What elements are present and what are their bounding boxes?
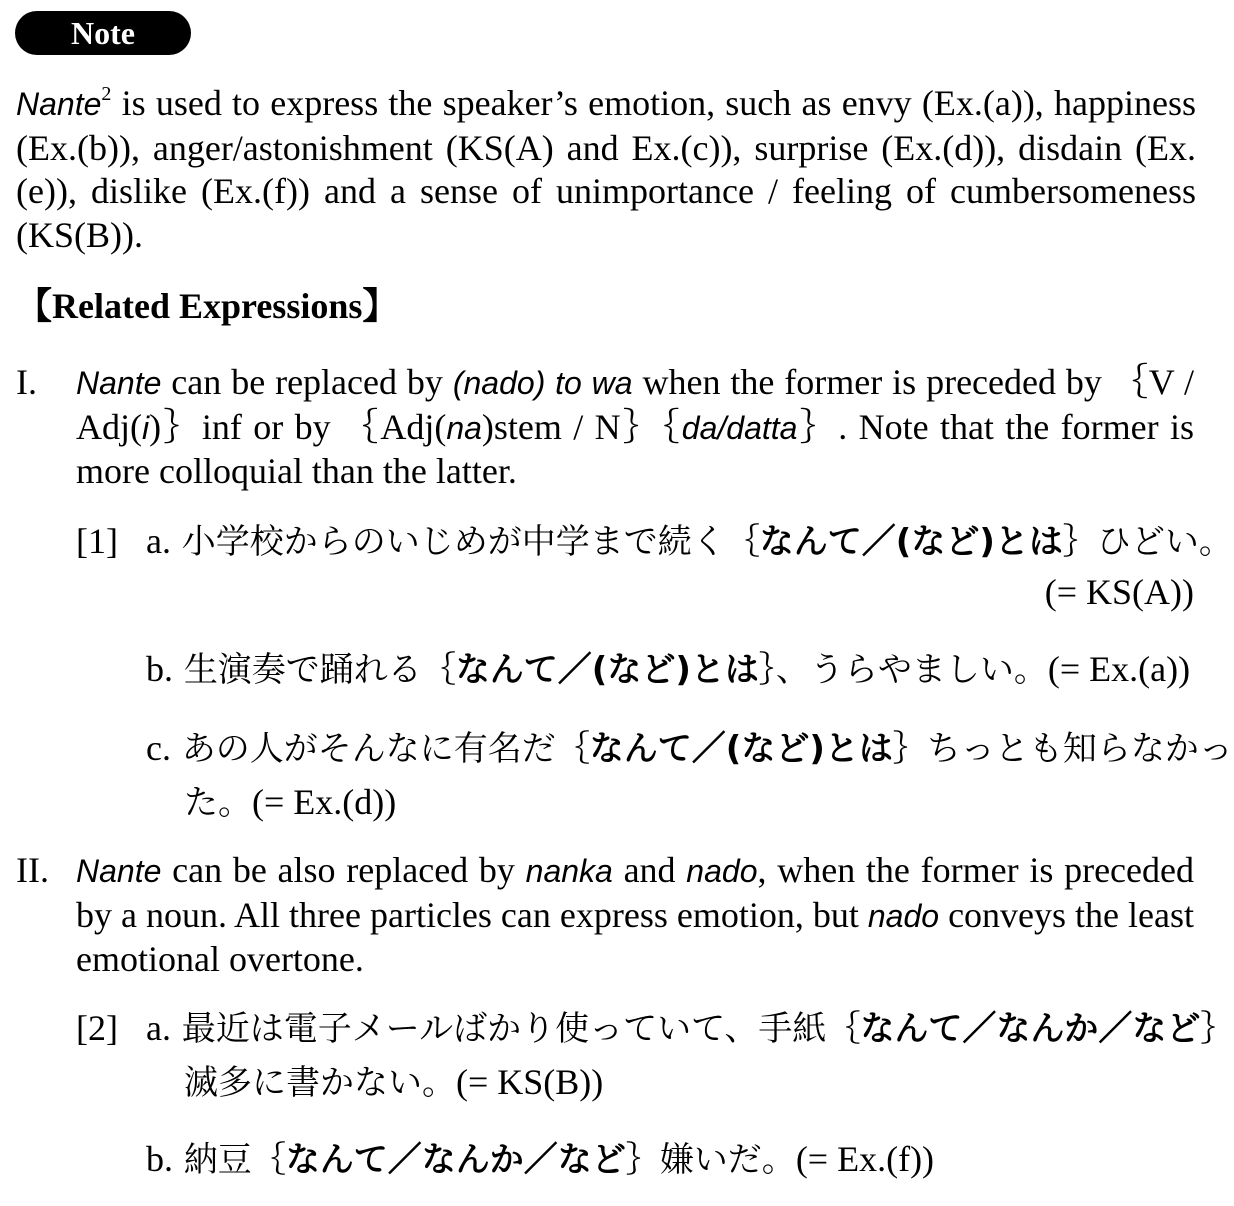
section1-t9: da/datta	[681, 409, 798, 446]
example2a-post: ｝	[1200, 1009, 1234, 1049]
section2-t1: Nante	[76, 853, 162, 889]
example1b-ref: (= Ex.(a))	[1047, 649, 1191, 689]
section1-t10: ｝. Note that the former is more colloquial than the latter.	[76, 406, 1194, 491]
section2-numeral: II.	[16, 850, 49, 890]
example2a-cont: 滅多に書かない。	[184, 1063, 456, 1103]
intro-term: Nante	[16, 86, 102, 122]
example1a-bold: なんて／(など)とは	[759, 522, 1063, 562]
section1-paragraph	[76, 361, 1194, 494]
example1b-post: ｝、うらやましい。	[758, 650, 1048, 690]
example1c-post: ｝ちっとも知らなかっ	[892, 729, 1233, 769]
example1c-pre: あの人がそんなに有名だ｛	[181, 729, 590, 769]
section1-t1: Nante	[76, 365, 162, 401]
section1-t2: can be replaced by	[161, 362, 453, 402]
section2-t5: nado	[686, 853, 758, 889]
related-expressions-heading: 【Related Expressions】	[16, 286, 399, 326]
section1-t5: i	[142, 409, 150, 446]
section1-t7: na	[446, 409, 482, 446]
note-badge: Note	[15, 11, 191, 55]
example1c-ref: (= Ex.(d))	[252, 782, 397, 822]
example1a	[146, 519, 1233, 564]
section2-t4: and	[612, 850, 687, 890]
example2a-bold: なんて／なんか／など	[860, 1009, 1201, 1049]
example2b-post: ｝嫌いだ。	[625, 1140, 796, 1180]
section1-t6: )｝inf or by ｛Adj(	[149, 406, 447, 447]
section2-t7: nado	[867, 897, 940, 934]
example1a-post: ｝ひどい。	[1062, 522, 1233, 562]
example1b-label: b.	[146, 649, 173, 689]
section2-paragraph	[76, 849, 1194, 982]
example2a	[146, 1006, 1234, 1051]
example2a-label: a.	[146, 1008, 171, 1048]
example2a-continued	[184, 1060, 603, 1105]
example1-number: [1]	[76, 521, 118, 561]
section1-t3: (nado) to wa	[452, 365, 633, 401]
example2a-pre: 最近は電子メールばかり使っていて、手紙｛	[181, 1009, 861, 1049]
example1b-bold: なんて／(など)とは	[455, 650, 759, 690]
section1-t8: )stem / N｝｛	[481, 406, 682, 447]
example2b	[146, 1137, 934, 1182]
intro-paragraph	[16, 82, 1196, 257]
section1-t4: when the former is preceded by ｛V / Adj(	[76, 362, 1195, 447]
example1b	[146, 647, 1190, 692]
example1c-continued	[184, 780, 396, 825]
example2b-bold: なんて／なんか／など	[285, 1140, 626, 1180]
example1c-label: c.	[146, 728, 171, 768]
example2b-pre: 納豆｛	[183, 1140, 286, 1180]
example2b-ref: (= Ex.(f))	[795, 1139, 935, 1179]
section2-t8: conveys the least emotional overtone.	[76, 894, 1195, 979]
section1-numeral: I.	[16, 362, 37, 402]
example2a-ref: (= KS(B))	[456, 1062, 604, 1102]
intro-text: is used to express the speaker’s emotion, such as envy (Ex.(a)), happiness (Ex.(b)), anger/astonishment (KS(A) and Ex.(c)), surprise (Ex.(d)), disdain (Ex.(e)), dislike (Ex.(f)) and a sense of unimportance / feeling of cumbersomeness (KS(B)).	[16, 83, 1196, 255]
example1c-bold: なんて／(など)とは	[589, 729, 893, 769]
section2-t2: can be also replaced by	[161, 850, 526, 890]
example1a-ref: (= KS(A))	[1044, 572, 1194, 612]
example2-number: [2]	[76, 1008, 118, 1048]
section2-t3: nanka	[525, 853, 613, 889]
intro-superscript: 2	[101, 83, 112, 105]
example1a-label: a.	[146, 521, 171, 561]
example1c	[146, 726, 1233, 771]
example1b-pre: 生演奏で踊れる｛	[183, 650, 456, 690]
section2-t6: , when the former is preceded by a noun. All three particles can express emotion, but	[76, 850, 1194, 935]
example2b-label: b.	[146, 1139, 173, 1179]
example1c-cont: た。	[184, 783, 252, 823]
example1a-pre: 小学校からのいじめが中学まで続く｛	[181, 522, 760, 562]
